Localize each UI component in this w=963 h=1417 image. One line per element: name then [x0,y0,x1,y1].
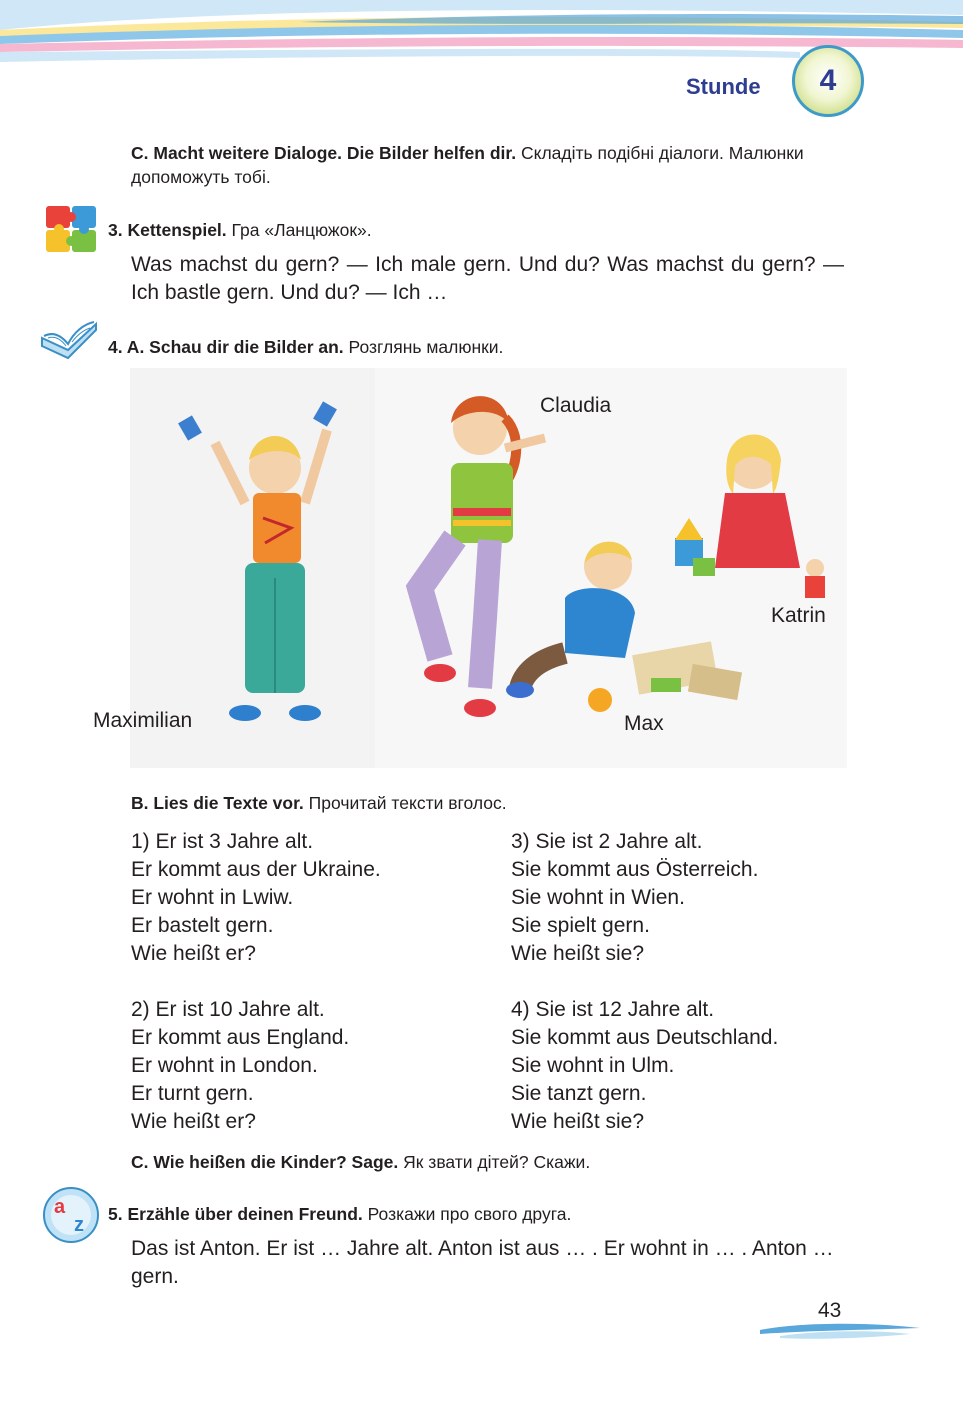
task-4b-title-uk: Прочитай тексти вголос. [308,793,507,813]
task-5-title-uk: Розкажи про свого друга. [367,1204,572,1224]
text-3-line: 3) Sie ist 2 Jahre alt. [511,830,703,853]
text-2-line: Er kommt aus England. [131,1026,350,1049]
text-1-line: Wie heißt er? [131,942,256,965]
text-4-line: Sie tanzt gern. [511,1082,647,1105]
svg-text:a: a [54,1196,66,1218]
task-5-header [108,1202,571,1226]
text-3-line: Sie wohnt in Wien. [511,886,685,909]
task-3-text: Was machst du gern? — Ich male gern. Und du? Was machst du gern? — Ich bastle gern. Und du? — Ich … [131,253,844,304]
task-3-header [108,218,372,242]
name-max: Max [624,712,664,735]
text-4-line: 4) Sie ist 12 Jahre alt. [511,998,715,1021]
a-to-z-icon [42,1186,100,1244]
name-maximilian: Maximilian [93,709,193,732]
open-book-icon [38,316,100,364]
text-1-line: Er wohnt in Lwiw. [131,886,294,909]
task-3-title-uk: Гра «Ланцюжок». [231,220,372,240]
task-4a-title-de: 4. A. Schau dir die Bilder an. [108,337,344,357]
text-2-line: Er turnt gern. [131,1082,254,1105]
task-4c-header [131,1150,590,1174]
text-4-line: Wie heißt sie? [511,1110,645,1133]
text-2-line: Er wohnt in London. [131,1054,318,1077]
text-1-line: 1) Er ist 3 Jahre alt. [131,830,314,853]
task-5-text: Das ist Anton. Er ist … Jahre alt. Anton ist aus … . Er wohnt in … . Anton … gern. [131,1237,834,1288]
text-1-line: Er kommt aus der Ukraine. [131,858,381,881]
text-1 [131,828,491,968]
task-4b-header [131,791,507,815]
task-2c-instruction-de: C. Macht weitere Dialoge. Die Bilder helfen dir. [131,143,517,163]
text-2-line: 2) Er ist 10 Jahre alt. [131,998,325,1021]
lesson-number-badge: 4 [792,45,864,117]
name-katrin: Katrin [771,604,826,627]
lesson-label: Stunde [686,74,761,99]
text-3 [511,828,871,968]
text-3-line: Sie kommt aus Österreich. [511,858,759,881]
page-number: 43 [818,1299,842,1322]
task-4c-title-de: C. Wie heißen die Kinder? Sage. [131,1152,399,1172]
children-illustration [95,368,847,768]
text-2-line: Wie heißt er? [131,1110,256,1133]
task-5-title-de: 5. Erzähle über deinen Freund. [108,1204,363,1224]
name-claudia: Claudia [540,394,612,417]
task-4a-header [108,335,503,359]
text-1-line: Er bastelt gern. [131,914,274,937]
text-4 [511,996,871,1136]
puzzle-icon [42,202,102,262]
footer-swoosh [760,1320,920,1344]
svg-text:z: z [74,1214,84,1236]
text-3-line: Sie spielt gern. [511,914,650,937]
task-3-title-de: 3. Kettenspiel. [108,220,227,240]
text-3-line: Wie heißt sie? [511,942,645,965]
task-4a-title-uk: Розглянь малюнки. [348,337,504,357]
task-2c [131,141,851,189]
task-4b-title-de: B. Lies die Texte vor. [131,793,304,813]
text-2 [131,996,491,1136]
task-2c-instruction-uk: Складіть подібні діалоги. Малюнки допоможуть тобі. [131,143,804,187]
task-4c-title-uk: Як звати дітей? Скажи. [403,1152,591,1172]
text-4-line: Sie wohnt in Ulm. [511,1054,675,1077]
text-4-line: Sie kommt aus Deutschland. [511,1026,779,1049]
